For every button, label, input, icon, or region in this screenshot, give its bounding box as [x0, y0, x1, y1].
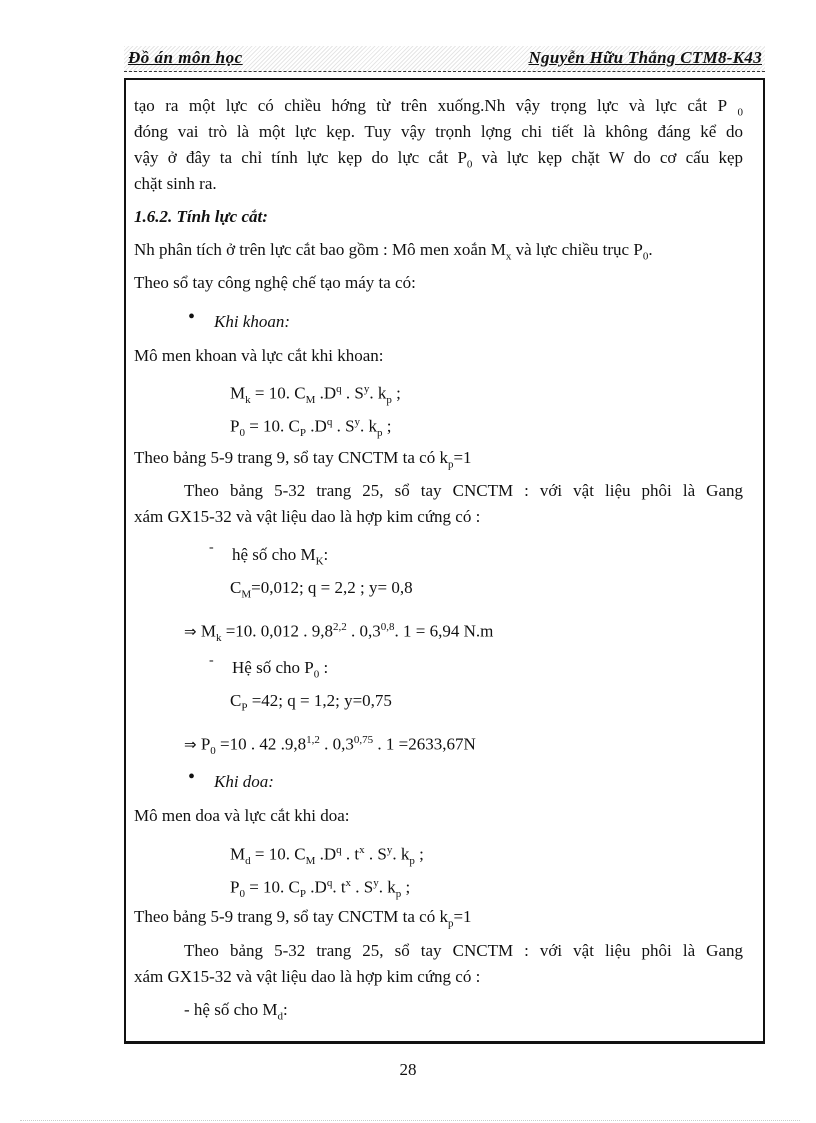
- bottom-divider: [20, 1120, 800, 1121]
- page-number: 28: [399, 1060, 417, 1079]
- section-heading: 1.6.2. Tính lực cắt:: [134, 207, 268, 226]
- drill-label: Khi khoan:: [214, 312, 291, 331]
- header-author: Nguyễn Hữu Thắng CTM8-K43: [528, 48, 762, 67]
- analysis-line: Nh phân tích ở trên lực cắt bao gồm : Mô men xoắn $M_x$ và lực chiều trục $P_0$.: [134, 240, 653, 263]
- drill-coef-m-label: hệ số cho $M_K$:: [232, 545, 329, 568]
- drill-table-line2: xám GX15-32 và vật liệu dao là hợp kim cứng có :: [134, 507, 481, 526]
- drill-coef-p-values: $C_P =42$; q = 1,2; y=0,75: [230, 691, 392, 714]
- dash-marker: -: [209, 540, 214, 555]
- para1-line2: đóng vai trò là một lực kẹp. Tuy vậy trọnh lợng chi tiết là không đáng kể do: [134, 122, 743, 141]
- implies-icon: ⇒: [184, 622, 197, 641]
- drill-formula-moment: $M_k = 10$. $C_M$ $.D^q$ . $S^y$. $k_p$ ;: [230, 383, 401, 407]
- implies-icon: ⇒: [184, 735, 197, 754]
- header-course-title: Đồ án môn học: [128, 48, 243, 67]
- header-rule: [124, 71, 765, 72]
- drill-coef-p-label: Hệ số cho $P_0$ :: [232, 658, 329, 681]
- ream-table-line2: xám GX15-32 và vật liệu dao là hợp kim cứng có :: [134, 967, 481, 986]
- intro-line: Theo sổ tay công nghệ chế tạo máy ta có:: [134, 273, 416, 292]
- drill-coef-m-values: $C_M=0,012$; q = 2,2 ; y= 0,8: [230, 578, 413, 601]
- drill-kp-line: Theo bảng 5-9 trang 9, sổ tay CNCTM ta có $k_p=1$: [134, 448, 472, 471]
- ream-kp-line: Theo bảng 5-9 trang 9, sổ tay CNCTM ta có $k_p=1$: [134, 907, 472, 930]
- ream-table-line1: Theo bảng 5-32 trang 25, sổ tay CNCTM : với vật liệu phôi là Gang: [184, 941, 743, 960]
- ream-formula-force: $P_0 = 10$. $C_P$ $.D^q$. $t^x$ . $S^y$. $k_p$ ;: [230, 877, 411, 901]
- ream-label: Khi doa:: [214, 772, 274, 791]
- drill-result-force: ⇒ $P_0 =10$ . 42 .9,8$^{1,2}$ . 0,3$^{0,75}$ . 1 =2633,67N: [184, 734, 476, 758]
- ream-desc: Mô men doa và lực cắt khi doa:: [134, 806, 350, 825]
- drill-formula-force: $P_0 = 10$. $C_P$ $.D^q$ . $S^y$. $k_p$ ;: [230, 416, 392, 440]
- drill-desc: Mô men khoan và lực cắt khi khoan:: [134, 346, 384, 365]
- dash-marker: -: [209, 653, 214, 668]
- para1-line1: tạo ra một lực có chiều hớng từ trên xuống.Nh vậy trọng lực và lực cắt P $_0$: [134, 96, 743, 119]
- para1-line3: vậy ở đây ta chỉ tính lực kẹp do lực cắt $P_0$ và lực kẹp chặt W do cơ cấu kẹp: [134, 148, 743, 171]
- bullet-dot: •: [188, 766, 196, 788]
- bullet-dot: •: [188, 306, 196, 328]
- ream-coef-label: - hệ số cho $M_d$:: [184, 1000, 288, 1023]
- drill-result-moment: ⇒ $M_k =10$. 0,012 . 9,8$^{2,2}$ . 0,3$^{0,8}$. 1 = 6,94 N.m: [184, 621, 494, 645]
- drill-table-line1: Theo bảng 5-32 trang 25, sổ tay CNCTM : với vật liệu phôi là Gang: [184, 481, 743, 500]
- para1-line4: chặt sinh ra.: [134, 174, 217, 193]
- ream-formula-moment: $M_d = 10$. $C_M$ $.D^q$ . $t^x$ . $S^y$. $k_p$ ;: [230, 844, 424, 868]
